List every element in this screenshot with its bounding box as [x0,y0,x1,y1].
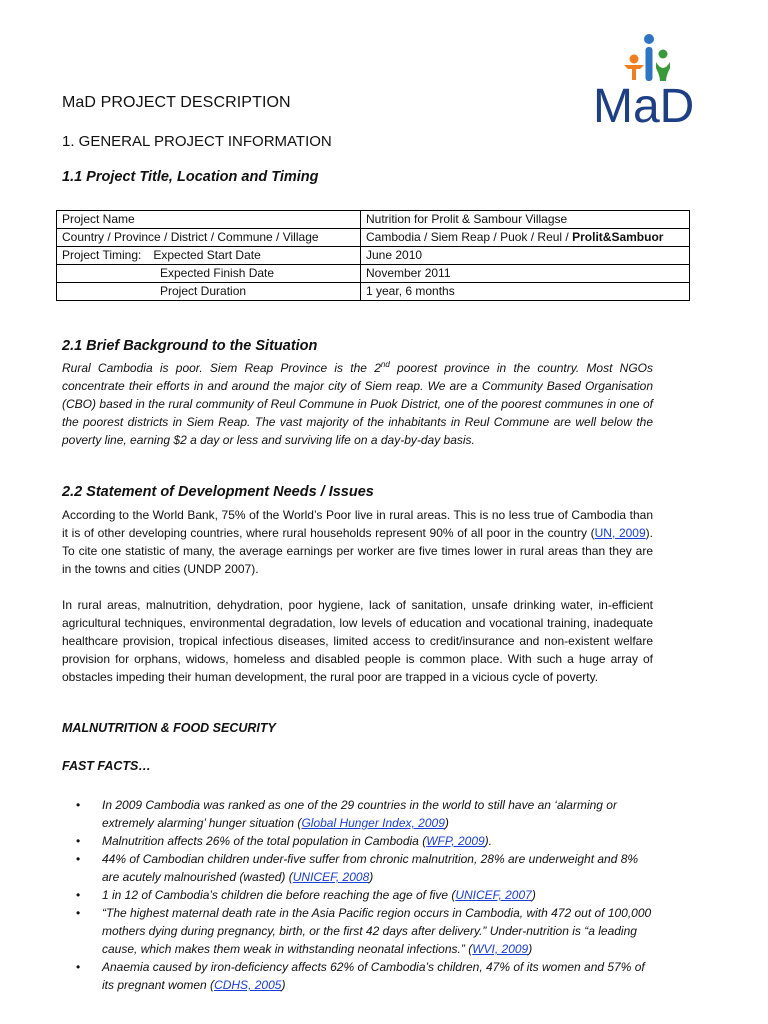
fact-text: “The highest maternal death rate in the Asia Pacific region occurs in Cambodia, with 472 out of 100,000 mothers dying during pregnancy, birth, or the first 42 days after delivery.” Under-nutrition is “a leading cause, which makes them weak in withstanding neonatal infections.” ( [102,906,652,956]
wvi-2009-link[interactable]: WVI, 2009 [472,942,529,956]
mad-logo-graphic [590,28,708,126]
bullet-icon: • [76,960,81,974]
duration-label: Project Duration [160,284,247,298]
needs-paragraph-1 [62,506,653,578]
section-heading-project-title: 1.1 Project Title, Location and Timing [62,169,319,185]
list-item [62,796,654,832]
table-cell-label: Project Name [57,211,361,229]
needs-text-start: According to the World Bank, 75% of the World’s Poor live in rural areas. This is no less true of Cambodia than it is of other developing countries, where rural households represent 90% of all poor in the country ( [62,508,653,540]
background-text-start: Rural Cambodia is poor. Siem Reap Province is the 2 [62,361,381,375]
table-row [57,211,690,229]
table-cell-label [57,283,361,301]
project-info-table [56,210,690,301]
list-item [62,958,654,994]
table-cell-value: Nutrition for Prolit & Sambour Villagse [361,211,690,229]
needs-paragraph-2: In rural areas, malnutrition, dehydration, poor hygiene, lack of sanitation, unsafe drinking water, in-efficient agricultural techniques, environmental degradation, low levels of education and vocational training, inadequate healthcare provision, tropical infectious diseases, limited access to credit/insurance and non-existent welfare provision for orphans, widows, homeless and disabled people is common place. With such a huge array of obstacles impeding their human development, the rural poor are trapped in a vicious cycle of poverty. [62,598,653,684]
fast-facts-heading: FAST FACTS… [62,759,151,773]
unicef-2008-link[interactable]: UNICEF, 2008 [292,870,370,884]
fact-text-end: ) [369,870,374,884]
bullet-icon: • [76,834,81,848]
table-cell-label: Country / Province / District / Commune / Village [57,229,361,247]
cdhs-2005-link[interactable]: CDHS, 2005 [214,978,282,992]
list-item [62,904,654,958]
table-row [57,265,690,283]
background-paragraph [62,359,653,449]
fact-text: In 2009 Cambodia was ranked as one of the 29 countries in the world to still have an ‘alarming or extremely alarming’ hunger situation ( [102,798,617,830]
table-cell-value: November 2011 [361,265,690,283]
bullet-icon: • [76,888,81,902]
fast-facts-list [62,796,654,994]
table-cell-value: 1 year, 6 months [361,283,690,301]
table-cell-value: June 2010 [361,247,690,265]
bullet-icon: • [76,906,81,920]
malnutrition-heading: MALNUTRITION & FOOD SECURITY [62,721,276,735]
list-item [62,886,654,904]
document-title: MaD PROJECT DESCRIPTION [62,94,291,111]
table-cell-label [57,265,361,283]
fact-text: 1 in 12 of Cambodia’s children die before reaching the age of five ( [102,888,456,902]
fact-text: Anaemia caused by iron-deficiency affects 62% of Cambodia’s children, 47% of its women and 57% of its pregnant women ( [102,960,645,992]
needs-text-end: ). To cite one statistic of many, the average earnings per worker are five times lower in rural areas than they are in the towns and cities (UNDP 2007). [62,526,653,576]
mad-logo [590,28,708,126]
table-row [57,229,690,247]
global-hunger-index-link[interactable]: Global Hunger Index, 2009 [301,816,445,830]
fact-text-end: ) [528,942,533,956]
unicef-2007-link[interactable]: UNICEF, 2007 [455,888,532,902]
table-cell-value [361,229,690,247]
start-date-label: Expected Start Date [153,248,261,262]
fact-text-end: ) [531,888,536,902]
finish-date-label: Expected Finish Date [160,266,275,280]
un-2009-link[interactable]: UN, 2009 [594,526,646,540]
table-cell-label [57,247,361,265]
list-item [62,832,654,850]
section-heading-general-info: 1. GENERAL PROJECT INFORMATION [62,133,332,150]
location-value: Cambodia / Siem Reap / Puok / Reul / [366,230,573,244]
project-timing-label: Project Timing: [62,248,142,262]
bullet-icon: • [76,798,81,812]
table-row [57,247,690,265]
bullet-icon: • [76,852,81,866]
table-row [57,283,690,301]
background-text-end: poorest province in the country. Most NGOs concentrate their efforts in and around the major city of Siem reap. We are a Community Based Organisation (CBO) based in the rural community of Reul Commune in Puok District, one of the poorest communes in one of the poorest districts in Siem Reap. The vast majority of the inhabitants in Reul Commune are well below the poverty line, earning $2 a day or less and surviving life on a day-by-day basis. [62,361,654,447]
wfp-2009-link[interactable]: WFP, 2009 [426,834,485,848]
fact-text: 44% of Cambodian children under-five suffer from chronic malnutrition, 28% are underweight and 8% are acutely malnourished (wasted) ( [102,852,639,884]
fact-text: Malnutrition affects 26% of the total population in Cambodia ( [102,834,427,848]
fact-text-end: ) [281,978,286,992]
fact-text-end: ). [484,834,493,848]
fact-text-end: ) [444,816,449,830]
ordinal-superscript: nd [380,360,390,369]
section-heading-background: 2.1 Brief Background to the Situation [62,338,318,354]
list-item [62,850,654,886]
village-value: Prolit&Sambuor [572,230,664,244]
logo-text: MaD [593,80,695,126]
section-heading-development-needs: 2.2 Statement of Development Needs / Issues [62,484,374,500]
